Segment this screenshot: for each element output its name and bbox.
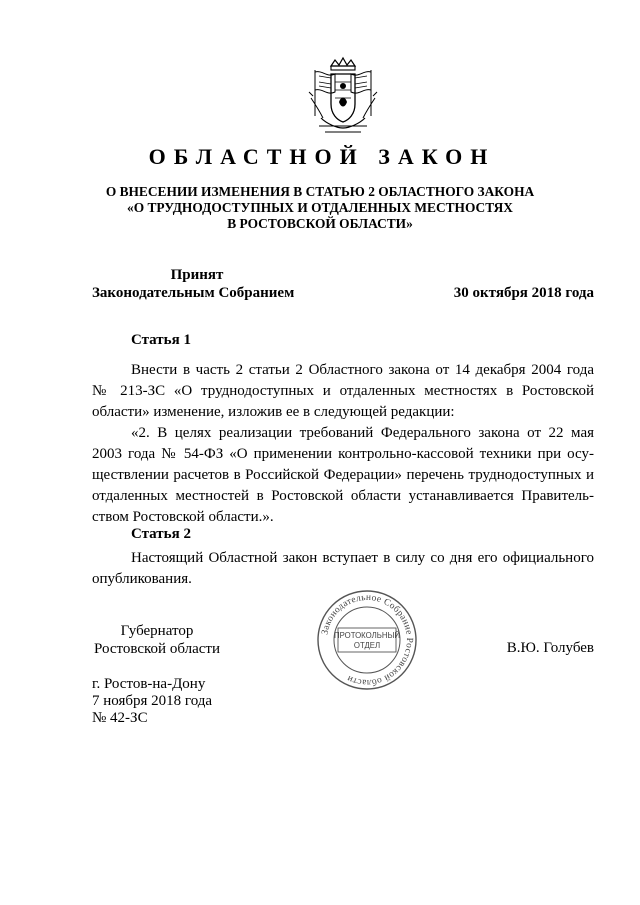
text-line: 2003 года № 54-ФЗ «О применении контрольно-кассовой техники при осу- — [92, 446, 594, 462]
text-line: области» изменение, изложив ее в следующей редакции: — [92, 404, 455, 420]
text-line: № 213-ЗС «О труднодоступных и отдаленных местностях в Ростовской — [92, 383, 594, 399]
text-line: «2. В целях реализации требований Федерального закона от 22 мая — [131, 425, 594, 441]
adopted-date: 30 октября 2018 года — [453, 285, 594, 301]
adopted-label: Принят — [170, 267, 224, 283]
text-line: опубликования. — [92, 571, 192, 587]
article-2-heading: Статья 2 — [131, 526, 191, 542]
signatory-title-line: Губернатор — [120, 623, 194, 639]
subject-line: «О ТРУДНОДОСТУПНЫХ И ОТДАЛЕННЫХ МЕСТНОСТЯХ — [127, 200, 513, 215]
svg-text:Законодательное Собрание Росто: Законодательное Собрание Ростовской области — [320, 592, 415, 688]
svg-text:ПРОТОКОЛЬНЫЙ: ПРОТОКОЛЬНЫЙ — [334, 631, 400, 640]
signatory-title-line: Ростовской области — [94, 641, 220, 657]
text-line: Настоящий Областной закон вступает в силу со дня его официального — [131, 550, 594, 566]
signatory-title — [92, 622, 222, 658]
svg-text:ОТДЕЛ: ОТДЕЛ — [353, 641, 381, 650]
date: 7 ноября 2018 года — [92, 693, 213, 709]
text-line: отдаленных местностей в Ростовской области устанавливается Правитель- — [92, 488, 594, 504]
law-subject — [60, 184, 580, 232]
place: г. Ростов-на-Дону — [92, 676, 206, 692]
place-date-number — [92, 676, 212, 727]
article-1-heading: Статья 1 — [131, 332, 191, 348]
text-line: ством Ростовской области.». — [92, 509, 274, 525]
adopted-by — [92, 266, 322, 302]
law-title: ОБЛАСТНОЙ ЗАКОН — [148, 144, 496, 169]
text-line: ществлении расчетов в Российской Федерации» перечень труднодоступных и — [92, 467, 594, 483]
adopted-body: Законодательным Собранием — [92, 285, 295, 301]
law-number: № 42-ЗС — [92, 710, 148, 726]
article-2-paragraph — [92, 548, 594, 590]
text-line: Внести в часть 2 статьи 2 Областного закона от 14 декабря 2004 года — [131, 362, 594, 378]
article-1-paragraph-1 — [92, 360, 594, 423]
article-1-paragraph-2 — [92, 423, 594, 528]
subject-line: О ВНЕСЕНИИ ИЗМЕНЕНИЯ В СТАТЬЮ 2 ОБЛАСТНОГО ЗАКОНА — [105, 184, 535, 199]
official-stamp-icon — [316, 589, 418, 691]
coat-of-arms-icon — [301, 56, 385, 140]
subject-line: В РОСТОВСКОЙ ОБЛАСТИ» — [227, 216, 413, 231]
signatory-name: В.Ю. Голубев — [506, 640, 594, 656]
